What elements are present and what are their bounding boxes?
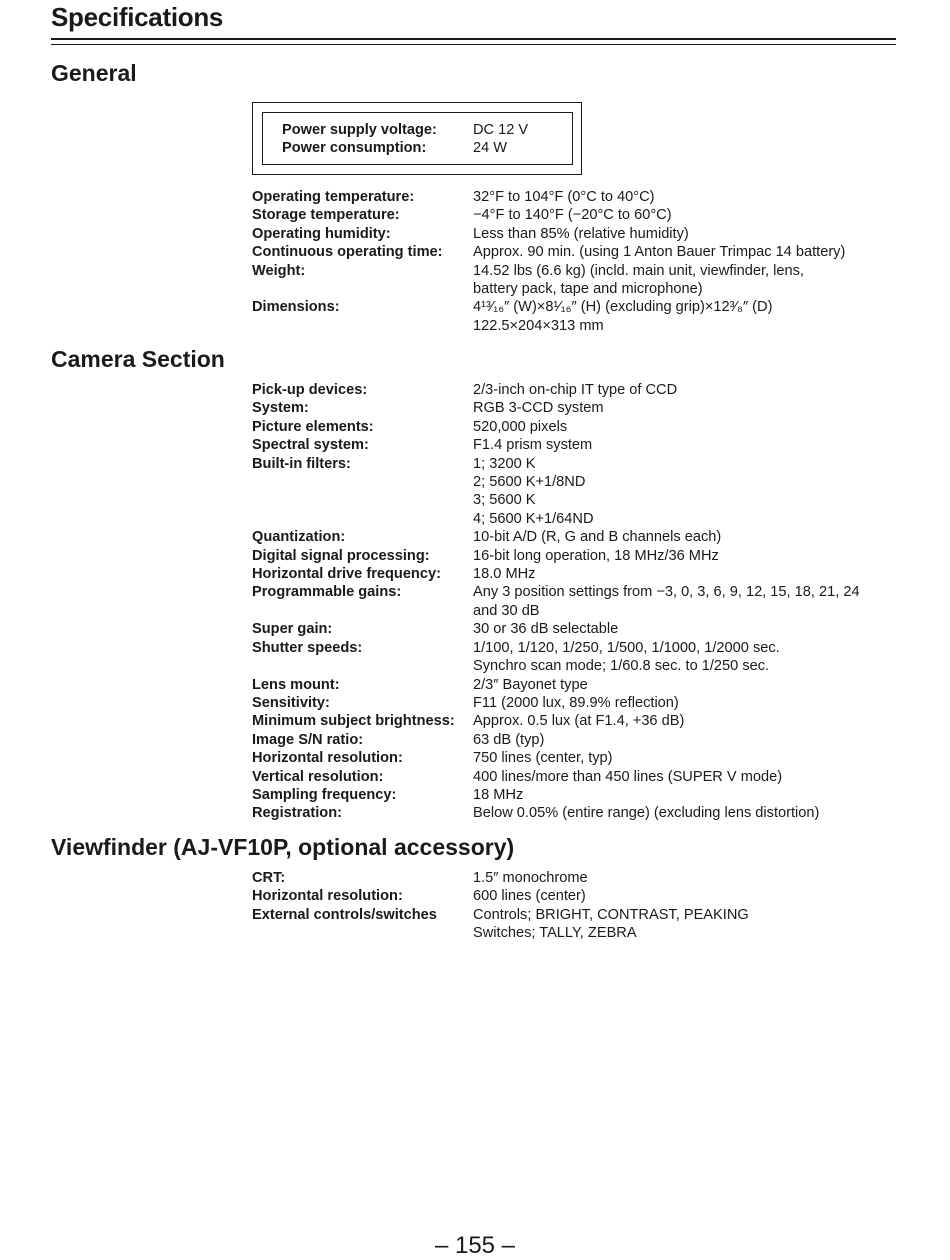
spec-label: Dimensions: — [252, 299, 340, 316]
spec-label: Pick-up devices: — [252, 382, 368, 398]
spec-values — [473, 528, 902, 546]
spec-row — [252, 712, 902, 730]
spec-value: 2; 5600 K+1/8ND — [473, 474, 586, 491]
spec-values — [473, 139, 562, 157]
spec-value: Controls; BRIGHT, CONTRAST, PEAKING — [473, 906, 749, 923]
spec-values — [473, 565, 902, 583]
spec-values — [473, 399, 902, 417]
spec-value: Less than 85% (relative humidity) — [473, 225, 689, 242]
spec-row — [252, 887, 902, 905]
spec-values — [473, 121, 562, 139]
spec-value: 10-bit A/D (R, G and B channels each) — [473, 529, 722, 546]
spec-value: RGB 3-CCD system — [473, 400, 604, 417]
section-heading-general: General — [51, 60, 137, 86]
spec-label: Registration: — [252, 805, 342, 822]
page-title: Specifications — [51, 2, 224, 32]
spec-row — [252, 749, 902, 767]
spec-value: 4¹³⁄₁₆″ (W)×8¹⁄₁₆″ (H) (excluding grip)×12³⁄₈″ (D) — [473, 299, 773, 316]
spec-label: System: — [252, 400, 309, 417]
title-rule-thick — [51, 38, 896, 40]
spec-values — [473, 583, 902, 620]
title-rule-thin — [51, 44, 896, 45]
spec-label: Sensitivity: — [252, 694, 330, 711]
spec-value: 30 or 36 dB selectable — [473, 621, 619, 638]
spec-value: 2/3″ Bayonet type — [473, 676, 588, 693]
spec-values — [473, 455, 902, 529]
spec-label: Image S/N ratio: — [252, 731, 364, 748]
spec-label: Vertical resolution: — [252, 768, 384, 785]
spec-values — [473, 786, 902, 804]
spec-values — [473, 676, 902, 694]
spec-values — [473, 731, 902, 749]
spec-values — [473, 749, 902, 767]
spec-row — [252, 804, 902, 822]
spec-label: Operating humidity: — [252, 225, 391, 242]
spec-values — [473, 298, 902, 335]
spec-row — [252, 768, 902, 786]
spec-value: 400 lines/more than 450 lines (SUPER V mode) — [473, 768, 783, 785]
spec-values — [473, 768, 902, 786]
spec-label: Lens mount: — [252, 676, 340, 693]
spec-row — [252, 262, 902, 299]
spec-value: 1.5″ monochrome — [473, 870, 588, 886]
spec-value: 1; 3200 K — [473, 455, 536, 472]
spec-value: 3; 5600 K — [473, 492, 536, 509]
spec-value: 18 MHz — [473, 786, 524, 803]
spec-label: Picture elements: — [252, 418, 374, 435]
spec-row — [252, 243, 902, 261]
spec-row — [252, 694, 902, 712]
spec-row — [252, 583, 902, 620]
spec-values — [473, 206, 902, 224]
spec-label: Power consumption: — [282, 140, 427, 157]
spec-label: Digital signal processing: — [252, 547, 430, 564]
spec-row — [252, 639, 902, 676]
spec-values — [473, 887, 902, 905]
power-spec-list — [282, 121, 562, 158]
spec-row — [252, 381, 902, 399]
spec-values — [473, 262, 902, 299]
spec-values — [473, 694, 902, 712]
spec-label: Horizontal drive frequency: — [252, 566, 441, 583]
spec-value: battery pack, tape and microphone) — [473, 281, 703, 298]
spec-value: Switches; TALLY, ZEBRA — [473, 925, 637, 942]
spec-row — [282, 121, 562, 139]
spec-row — [252, 547, 902, 565]
spec-label: CRT: — [252, 870, 286, 886]
spec-row — [252, 225, 902, 243]
spec-value: 1/100, 1/120, 1/250, 1/500, 1/1000, 1/2000 sec. — [473, 639, 780, 656]
spec-row — [252, 436, 902, 454]
spec-row — [252, 298, 902, 335]
camera-spec-list — [252, 381, 902, 823]
spec-value: 750 lines (center, typ) — [473, 750, 613, 767]
spec-value: DC 12 V — [473, 122, 529, 138]
spec-value: 16-bit long operation, 18 MHz/36 MHz — [473, 547, 719, 564]
spec-label: Storage temperature: — [252, 207, 400, 224]
spec-value: 122.5×204×313 mm — [473, 317, 604, 334]
spec-row — [252, 206, 902, 224]
spec-value: 520,000 pixels — [473, 418, 568, 435]
spec-values — [473, 620, 902, 638]
viewfinder-spec-list — [252, 869, 902, 943]
spec-row — [252, 869, 902, 887]
spec-label: Shutter speeds: — [252, 639, 363, 656]
spec-value: 2/3-inch on-chip IT type of CCD — [473, 382, 678, 398]
spec-label: External controls/switches — [252, 906, 437, 923]
spec-value: F11 (2000 lux, 89.9% reflection) — [473, 694, 679, 711]
spec-values — [473, 225, 902, 243]
spec-values — [473, 436, 902, 454]
spec-label: Weight: — [252, 262, 306, 279]
spec-label: Quantization: — [252, 529, 346, 546]
spec-row — [252, 906, 902, 943]
spec-label: Super gain: — [252, 621, 333, 638]
spec-label: Operating temperature: — [252, 189, 415, 205]
spec-values — [473, 381, 902, 399]
spec-value: Approx. 90 min. (using 1 Anton Bauer Trimpac 14 battery) — [473, 244, 846, 261]
spec-label: Continuous operating time: — [252, 244, 443, 261]
spec-value: 4; 5600 K+1/64ND — [473, 510, 594, 527]
spec-value: 63 dB (typ) — [473, 731, 545, 748]
spec-values — [473, 547, 902, 565]
spec-value: 14.52 lbs (6.6 kg) (incld. main unit, viewfinder, lens, — [473, 262, 804, 279]
spec-values — [473, 804, 902, 822]
spec-row — [252, 676, 902, 694]
section-heading-viewfinder: Viewfinder (AJ-VF10P, optional accessory) — [51, 834, 515, 860]
spec-value: F1.4 prism system — [473, 437, 593, 454]
spec-value: Synchro scan mode; 1/60.8 sec. to 1/250 sec. — [473, 658, 770, 675]
spec-value: and 30 dB — [473, 602, 540, 619]
spec-label: Horizontal resolution: — [252, 750, 403, 767]
spec-values — [473, 188, 902, 206]
spec-value: Approx. 0.5 lux (at F1.4, +36 dB) — [473, 713, 685, 730]
spec-row — [252, 188, 902, 206]
spec-value: 600 lines (center) — [473, 888, 586, 905]
spec-values — [473, 639, 902, 676]
page-number: – 155 – — [434, 1232, 516, 1259]
spec-value: 24 W — [473, 140, 508, 157]
spec-label: Built-in filters: — [252, 455, 351, 472]
spec-row — [252, 620, 902, 638]
spec-row — [252, 455, 902, 529]
spec-value: 18.0 MHz — [473, 566, 536, 583]
section-heading-camera: Camera Section — [51, 346, 225, 372]
spec-values — [473, 906, 902, 943]
spec-values — [473, 712, 902, 730]
spec-row — [252, 418, 902, 436]
spec-values — [473, 418, 902, 436]
spec-label: Spectral system: — [252, 437, 369, 454]
spec-row — [282, 139, 562, 157]
spec-value: Any 3 position settings from −3, 0, 3, 6, 9, 12, 15, 18, 21, 24 — [473, 584, 860, 601]
general-spec-list — [252, 188, 902, 335]
spec-values — [473, 869, 902, 887]
spec-label: Horizontal resolution: — [252, 888, 403, 905]
spec-value: −4°F to 140°F (−20°C to 60°C) — [473, 207, 672, 224]
spec-row — [252, 731, 902, 749]
spec-row — [252, 399, 902, 417]
spec-label: Minimum subject brightness: — [252, 713, 455, 730]
spec-row — [252, 786, 902, 804]
spec-row — [252, 565, 902, 583]
spec-row — [252, 528, 902, 546]
spec-label: Sampling frequency: — [252, 786, 397, 803]
spec-label: Power supply voltage: — [282, 122, 437, 138]
spec-value: Below 0.05% (entire range) (excluding lens distortion) — [473, 805, 820, 822]
spec-values — [473, 243, 902, 261]
spec-value: 32°F to 104°F (0°C to 40°C) — [473, 189, 655, 205]
spec-label: Programmable gains: — [252, 584, 402, 601]
